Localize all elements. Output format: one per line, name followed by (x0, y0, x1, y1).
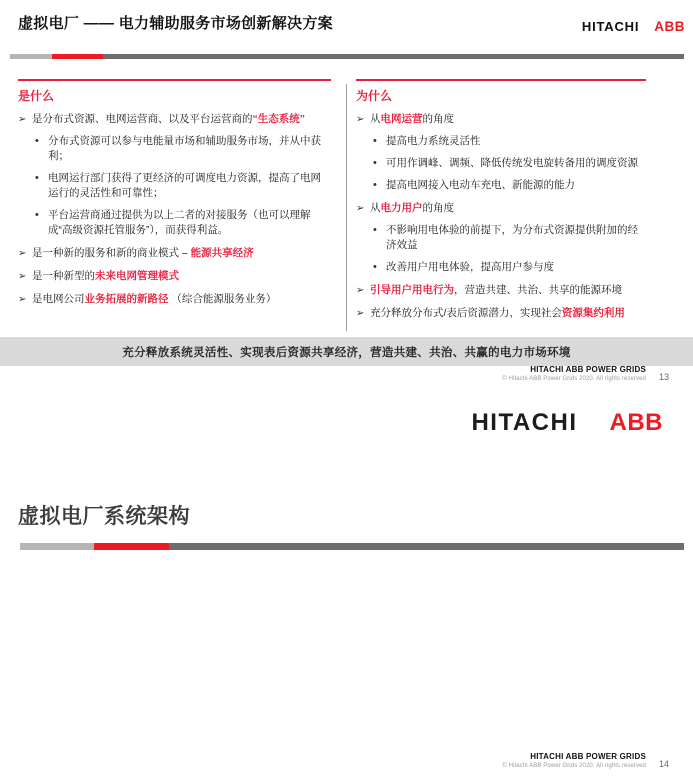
slide2-footer (502, 752, 669, 769)
abb-logo: ABB (654, 19, 685, 34)
divider-segment-light (10, 54, 52, 59)
bullet-text (48, 171, 331, 201)
hitachi-logo: HITACHI (581, 19, 640, 34)
text-run: （综合能源服务业务） (168, 293, 277, 305)
text-run: 充分释放分布式/表后资源潜力，实现社会 (370, 307, 562, 319)
bullet-text (32, 246, 331, 261)
text-run: 提高电网接入电动车充电、新能源的能力 (386, 179, 575, 191)
what-bullet-1 (35, 134, 331, 164)
divider-segment-red (52, 54, 103, 59)
what-bullet-4 (18, 246, 331, 261)
why-bullet-3 (373, 178, 646, 193)
page-number: 13 (658, 372, 669, 382)
bullet-text (48, 134, 331, 164)
dot-bullet-icon: • (373, 179, 377, 191)
text-run: 平台运营商通过提供为以上二者的对接服务（也可以理解成“高级资源托管服务”），而获得利益。 (48, 209, 311, 236)
footer-brand: HITACHI ABB POWER GRIDS (530, 752, 646, 761)
divider-segment-red (94, 543, 169, 550)
dot-bullet-icon: • (35, 209, 39, 221)
text-run: 是一种新的服务和新的商业模式 (32, 247, 182, 259)
bullet-text (370, 201, 646, 216)
text-run: 电网运行部门获得了更经济的可调度电力资源，提高了电网运行的灵活性和可靠性； (48, 172, 321, 199)
text-run: 可用作调峰、调频、降低传统发电旋转备用的调度资源 (386, 157, 638, 169)
slide1-title: 虚拟电厂 —— 电力辅助服务市场创新解决方案 (18, 15, 333, 32)
text-run: 是分布式资源、电网运营商、以及平台运营商的 (32, 113, 253, 125)
summary-banner: 充分释放系统灵活性、实现表后资源共享经济，营造共建、共治、共赢的电力市场环境 (0, 337, 693, 366)
bullet-text (370, 306, 646, 321)
text-run: 不影响用电体验的前提下，为分布式资源提供附加的经济效益 (386, 224, 638, 251)
bullet-text (32, 112, 331, 127)
bullet-text (386, 156, 646, 171)
arrow-bullet-icon: ➢ (18, 114, 27, 125)
footer-copyright: © Hitachi ABB Power Grids 2020. All rights reserved (502, 763, 646, 769)
slide2-logo-group (471, 409, 663, 437)
arrow-bullet-icon: ➢ (356, 203, 365, 214)
footer-brand: HITACHI ABB POWER GRIDS (530, 365, 646, 374)
text-run: 从 (370, 202, 381, 214)
why-bullet-7 (356, 283, 646, 298)
arrow-bullet-icon: ➢ (356, 308, 365, 319)
arrow-bullet-icon: ➢ (356, 285, 365, 296)
text-run: 分布式资源可以参与电能量市场和辅助服务市场，并从中获利； (48, 135, 321, 162)
text-run: 提高电力系统灵活性 (386, 135, 481, 147)
text-run: ，营造共建、共治、共享的能源环境 (454, 284, 622, 296)
bullet-text (386, 178, 646, 193)
column-why (356, 79, 646, 321)
highlighted-text-run: “生态系统” (252, 113, 305, 125)
header-logo-group (582, 19, 685, 34)
text-run: 的角度 (422, 113, 454, 125)
why-bullet-8 (356, 306, 646, 321)
highlighted-text-run: – 能源共享经济 (181, 247, 254, 259)
arrow-bullet-icon: ➢ (18, 248, 27, 259)
footer-text-block (502, 365, 646, 382)
column-what-is-it (18, 79, 331, 307)
abb-logo: ABB (609, 409, 663, 436)
bullet-text (48, 208, 331, 238)
arrow-bullet-icon: ➢ (18, 271, 27, 282)
dot-bullet-icon: • (35, 172, 39, 184)
slide2-title: 虚拟电厂系统架构 (18, 505, 190, 528)
hitachi-logo: HITACHI (471, 409, 578, 436)
why-bullet-2 (373, 156, 646, 171)
why-bullet-6 (373, 260, 646, 275)
what-bullet-2 (35, 171, 331, 201)
bullet-text (32, 269, 331, 284)
bullet-text (386, 134, 646, 149)
what-bullet-0 (18, 112, 331, 127)
column-accent-line (18, 79, 331, 81)
why-bullet-0 (356, 112, 646, 127)
title-divider-bar (20, 543, 684, 550)
why-bullet-1 (373, 134, 646, 149)
highlighted-text-run: 业务拓展的新路径 (84, 293, 169, 305)
page-number: 14 (658, 759, 669, 769)
highlighted-text-run: 未来电网管理模式 (95, 270, 179, 282)
dot-bullet-icon: • (373, 157, 377, 169)
highlighted-text-run: 引导用户用电行为 (370, 284, 454, 296)
divider-segment-dark (169, 543, 684, 550)
arrow-bullet-icon: ➢ (18, 294, 27, 305)
bullet-text (386, 223, 646, 253)
left-bullet-list (18, 112, 331, 307)
footer-copyright: © Hitachi ABB Power Grids 2020. All rights reserved (502, 376, 646, 382)
slide-page-14 (0, 392, 693, 784)
column-accent-line (356, 79, 646, 81)
right-column-heading: 为什么 (356, 89, 393, 103)
divider-segment-dark (103, 54, 684, 59)
divider-segment-light (20, 543, 94, 550)
dot-bullet-icon: • (35, 135, 39, 147)
left-column-heading: 是什么 (18, 89, 55, 103)
why-bullet-4 (356, 201, 646, 216)
highlighted-text-run: 电网运营 (380, 113, 423, 125)
what-bullet-3 (35, 208, 331, 238)
text-run: 改善用户用电体验，提高用户参与度 (386, 261, 554, 273)
dot-bullet-icon: • (373, 261, 377, 273)
bullet-text (370, 112, 646, 127)
column-divider-line (346, 84, 347, 331)
dot-bullet-icon: • (373, 135, 377, 147)
what-bullet-5 (18, 269, 331, 284)
bullet-text (386, 260, 646, 275)
highlighted-text-run: 资源集约利用 (561, 307, 625, 319)
bullet-text (370, 283, 646, 298)
dot-bullet-icon: • (373, 224, 377, 236)
text-run: 的角度 (422, 202, 454, 214)
arrow-bullet-icon: ➢ (356, 114, 365, 125)
bullet-text (32, 292, 331, 307)
text-run: 从 (370, 113, 381, 125)
what-bullet-6 (18, 292, 331, 307)
footer-text-block (502, 752, 646, 769)
text-run: 是一种新型的 (32, 270, 95, 282)
right-bullet-list (356, 112, 646, 321)
why-bullet-5 (373, 223, 646, 253)
title-divider-bar (10, 54, 684, 59)
highlighted-text-run: 电力用户 (380, 202, 423, 214)
text-run: 是电网公司 (32, 293, 85, 305)
slide1-footer (502, 365, 669, 382)
